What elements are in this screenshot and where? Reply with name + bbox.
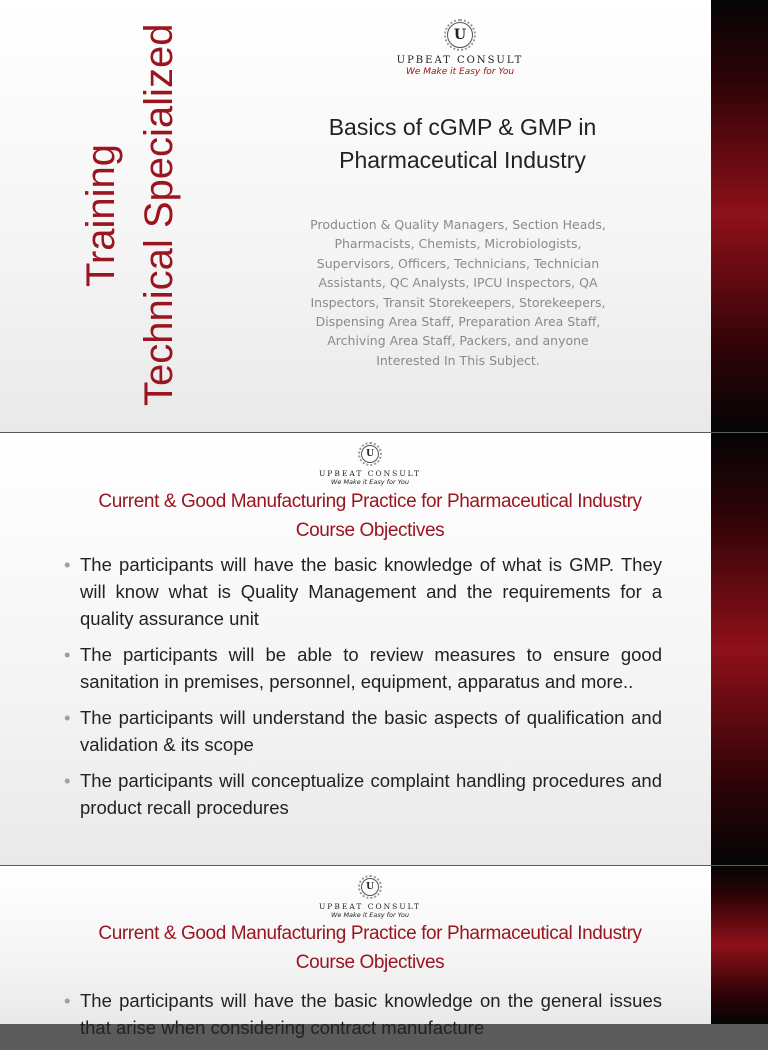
logo-tagline: We Make it Easy for You	[330, 911, 410, 919]
objective-item: • The participants will understand the basic aspects of qualification and validation & its scope	[64, 704, 662, 758]
audience-line: Supervisors, Officers, Technicians, Technician	[316, 255, 600, 271]
slide-heading	[50, 487, 690, 545]
company-logo	[380, 22, 540, 77]
decorative-band	[711, 866, 768, 1024]
company-logo	[300, 445, 440, 486]
slide-title	[0, 0, 768, 432]
company-logo	[300, 878, 440, 919]
slide-heading-line2: Course Objectives	[295, 952, 445, 973]
logo-name: UPBEAT CONSULT	[318, 469, 422, 478]
audience-line: Archiving Area Staff, Packers, and anyone	[327, 333, 589, 349]
decorative-band	[711, 0, 768, 432]
objectives-list	[64, 551, 662, 830]
logo-tagline: We Make it Easy for You	[405, 67, 515, 77]
audience-line: Assistants, QC Analysts, IPCU Inspectors, QA	[318, 275, 598, 291]
objectives-list	[64, 987, 662, 1050]
slide-heading	[50, 919, 690, 977]
logo-emblem-icon: U	[447, 22, 473, 48]
slide-heading-line1: Current & Good Manufacturing Practice for Pharmaceutical Industry	[98, 923, 642, 944]
audience-line: Production & Quality Managers, Section Heads,	[310, 217, 606, 232]
logo-name: UPBEAT CONSULT	[318, 902, 422, 911]
audience-line: Inspectors, Transit Storekeepers, Storekeepers,	[310, 294, 606, 310]
logo-tagline: We Make it Easy for You	[330, 478, 410, 486]
logo-name: UPBEAT CONSULT	[396, 55, 524, 66]
audience-line: Dispensing Area Staff, Preparation Area Staff,	[315, 314, 601, 330]
slide-heading-line2: Course Objectives	[295, 520, 445, 541]
decorative-band	[711, 433, 768, 865]
course-title-line2: Pharmaceutical Industry	[339, 147, 586, 173]
slide-objectives-2	[0, 866, 768, 1038]
audience-line: Pharmacists, Chemists, Microbiologists,	[334, 236, 582, 252]
vertical-title-line1: Technical Specialized	[137, 23, 181, 407]
objective-item: • The participants will be able to review measures to ensure good sanitation in premises, personnel, equipment, apparatus and more..	[64, 641, 662, 695]
logo-emblem-icon: U	[361, 878, 379, 896]
course-title-line1: Basics of cGMP & GMP in	[328, 114, 597, 140]
slide-objectives-1	[0, 433, 768, 865]
target-audience	[298, 215, 618, 370]
objective-item: • The participants will conceptualize complaint handling procedures and product recall procedures	[64, 767, 662, 821]
audience-line: Interested In This Subject.	[376, 352, 540, 368]
objective-item: • The participants will have the basic knowledge of what is GMP. They will know what is Quality Management and the requirements for a quality assurance unit	[64, 551, 662, 632]
slide-heading-line1: Current & Good Manufacturing Practice for Pharmaceutical Industry	[98, 491, 642, 512]
logo-emblem-icon: U	[361, 445, 379, 463]
course-title	[290, 111, 635, 177]
vertical-title-line2: Training	[79, 143, 123, 287]
vertical-title	[72, 22, 187, 408]
objective-item: • The participants will have the basic knowledge on the general issues that arise when considering contract manufacture	[64, 987, 662, 1041]
